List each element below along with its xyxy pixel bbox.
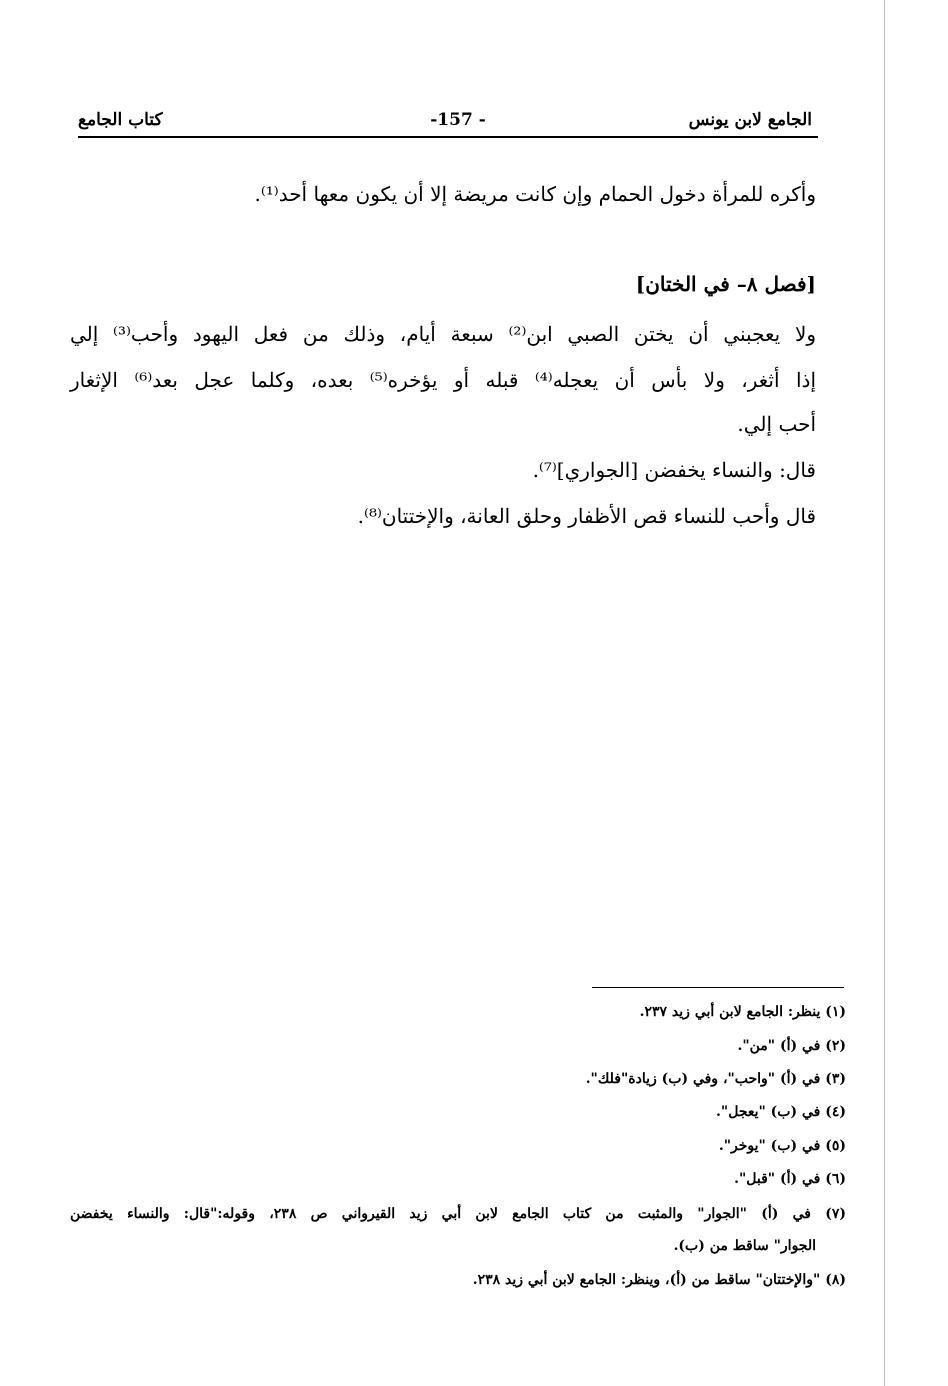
text-line: وأكره للمرأة دخول الحمام وإن كانت مريضة إلا أن يكون معها أحد⁽¹⁾. xyxy=(254,182,816,206)
footnote: (١) ينظر: الجامع لابن أبي زيد ٢٣٧. xyxy=(639,1004,846,1020)
footnote: (٣) في (أ) "واحب"، وفي (ب) زيادة"فلك". xyxy=(585,1071,846,1087)
header-book-title: الجامع لابن يونس xyxy=(688,110,812,130)
running-header xyxy=(78,106,818,138)
text-line: قال وأحب للنساء قص الأظفار وحلق العانة، والإختتان⁽⁸⁾. xyxy=(357,504,816,528)
footnote: (٨) "والإختتان" ساقط من (أ)، وينظر: الجامع لابن أبي زيد ٢٣٨. xyxy=(472,1272,846,1288)
text-line: إذا أثغر، ولا بأس أن يعجله⁽⁴⁾ قبله أو يؤخره⁽⁵⁾ بعده، وكلما عجل بعد⁽⁶⁾ الإثغار xyxy=(70,368,817,392)
text-line: قال: والنساء يخفضن [الجواري]⁽⁷⁾. xyxy=(532,458,816,482)
footnote-continuation: الجوار" ساقط من (ب). xyxy=(673,1238,816,1254)
header-chapter-title: كتاب الجامع xyxy=(78,110,163,130)
text-line: أحب إلي. xyxy=(737,412,816,436)
footnote: (٢) في (أ) "من". xyxy=(737,1038,846,1054)
page-edge-line xyxy=(884,0,885,1386)
section-heading: [فصل ٨– في الختان] xyxy=(635,272,816,296)
footnote: (٦) في (أ) "قبل". xyxy=(734,1171,846,1187)
footnote: (٤) في (ب) "يعجل". xyxy=(716,1104,846,1120)
footnote-separator xyxy=(592,987,844,988)
page-number: -157 - xyxy=(430,110,486,130)
text-line: ولا يعجبني أن يختن الصبي ابن⁽²⁾ سبعة أيام، وذلك من فعل اليهود وأحب⁽³⁾ إلي xyxy=(70,322,817,346)
footnote: (٥) في (ب) "يوخر". xyxy=(718,1138,846,1154)
footnote: (٧) في (أ) "الجوار" والمثبت من كتاب الجامع لابن أبي زيد القيرواني ص ٢٣٨، وقوله:"قال: والنساء يخفضن xyxy=(70,1206,846,1222)
